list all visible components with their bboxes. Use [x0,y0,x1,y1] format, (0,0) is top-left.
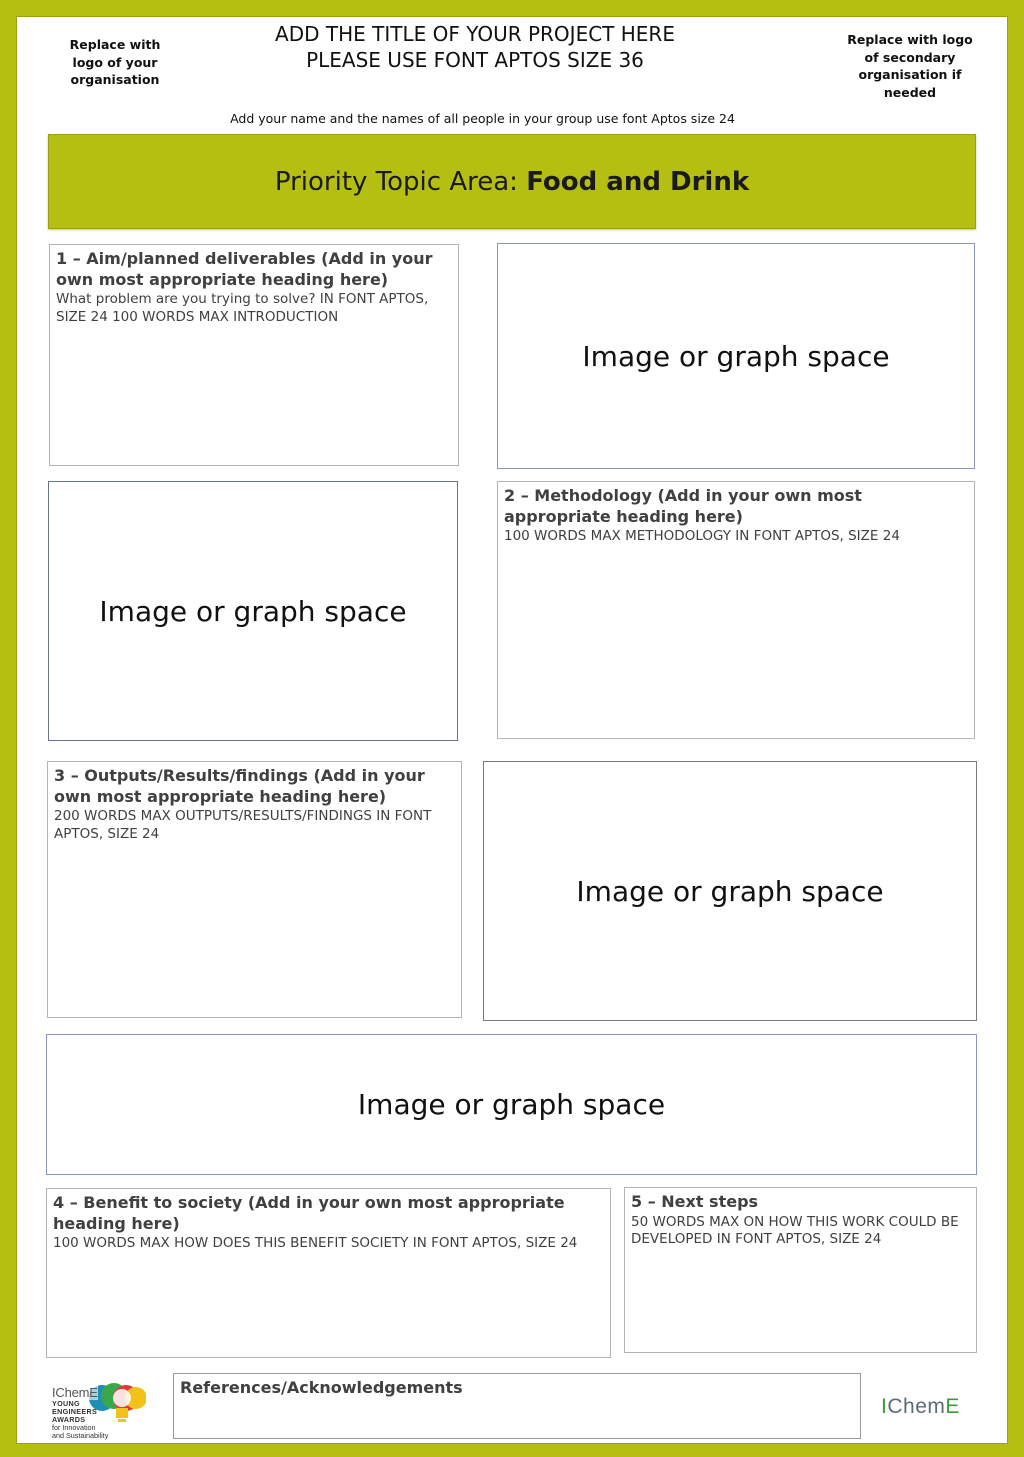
image-placeholder-label: Image or graph space [576,874,884,908]
section-next-steps-heading: 5 – Next steps [631,1192,759,1211]
section-benefit[interactable] [46,1188,611,1358]
image-placeholder-4[interactable] [46,1034,977,1175]
right-logo-placeholder: Replace with logo of secondary organisation if needed [847,32,973,100]
ye-line4: for Innovation [52,1423,96,1432]
icheme-logo-e: E [945,1395,960,1418]
section-benefit-heading: 4 – Benefit to society (Add in your own most appropriate heading here) [53,1193,565,1233]
references-heading: References/Acknowledgements [180,1378,463,1397]
icheme-logo [881,1395,960,1419]
author-names[interactable]: Add your name and the names of all people in your group use font Aptos size 24 [230,111,735,126]
section-methodology-body: 100 WORDS MAX METHODOLOGY IN FONT APTOS, SIZE 24 [504,528,900,544]
section-methodology[interactable] [497,481,975,739]
image-placeholder-label: Image or graph space [582,339,890,373]
ye-line1: YOUNG [52,1399,80,1408]
image-placeholder-3[interactable] [483,761,977,1021]
banner-label: Priority Topic Area: [274,166,527,197]
young-engineers-awards-logo [52,1378,162,1440]
image-placeholder-label: Image or graph space [357,1088,666,1121]
ye-brand: IChemE [52,1385,98,1400]
ye-line2: ENGINEERS [52,1407,98,1416]
ye-line5: and Sustainability [52,1431,109,1440]
section-outputs-body: 200 WORDS MAX OUTPUTS/RESULTS/FINDINGS IN FONT APTOS, SIZE 24 [54,808,432,842]
section-next-steps-body: 50 WORDS MAX ON HOW THIS WORK COULD BE DEVELOPED IN FONT APTOS, SIZE 24 [631,1213,959,1247]
section-methodology-heading: 2 – Methodology (Add in your own most appropriate heading here) [504,486,862,526]
section-outputs[interactable] [47,761,462,1018]
section-aim[interactable] [49,244,459,466]
priority-topic-banner [48,134,976,229]
icheme-logo-chem: Chem [887,1395,946,1418]
ye-line3: AWARDS [52,1415,86,1424]
image-placeholder-1[interactable] [497,243,975,469]
banner-topic: Food and Drink [526,166,750,197]
icheme-logo-i: I [881,1395,888,1418]
project-title[interactable]: ADD THE TITLE OF YOUR PROJECT HERE PLEASE USE FONT APTOS SIZE 36 [275,22,675,72]
section-aim-body: What problem are you trying to solve? IN FONT APTOS, SIZE 24 100 WORDS MAX INTRODUCTION [56,291,429,325]
left-logo-placeholder: Replace with logo of your organisation [69,37,161,87]
section-benefit-body: 100 WORDS MAX HOW DOES THIS BENEFIT SOCIETY IN FONT APTOS, SIZE 24 [53,1235,578,1251]
references-box[interactable] [173,1373,861,1439]
section-aim-heading: 1 – Aim/planned deliverables (Add in your own most appropriate heading here) [56,249,433,289]
image-placeholder-label: Image or graph space [99,594,407,628]
section-next-steps[interactable] [624,1187,977,1353]
section-outputs-heading: 3 – Outputs/Results/findings (Add in your own most appropriate heading here) [54,766,425,806]
image-placeholder-2[interactable] [48,481,458,741]
